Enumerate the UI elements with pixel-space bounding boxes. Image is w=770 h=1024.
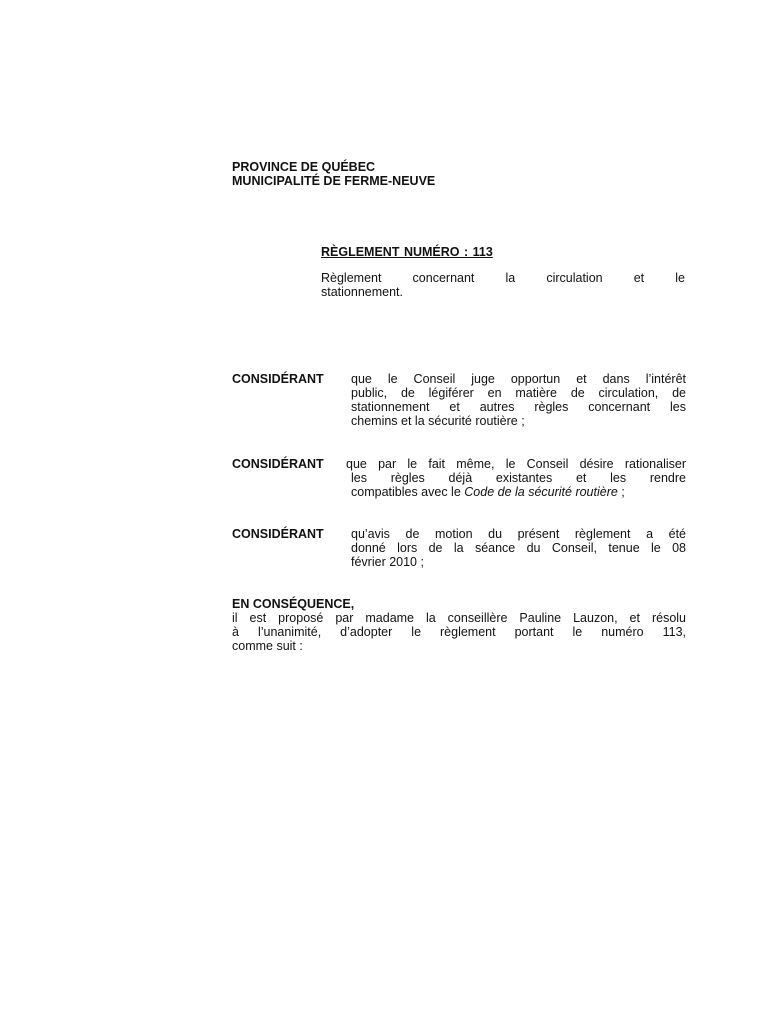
text-line: comme suit : xyxy=(232,639,303,653)
document-header xyxy=(232,160,435,188)
desc-word: concernant xyxy=(412,271,475,285)
considerant-label: CONSIDÉRANT xyxy=(232,372,324,386)
text-segment: ; xyxy=(617,485,625,499)
text-line: chemins et la sécurité routière ; xyxy=(351,414,525,428)
desc-word: Règlement xyxy=(321,271,382,285)
text-line: donné lors de la séance du Conseil, tenue le 08 xyxy=(351,541,686,555)
considerant-label: CONSIDÉRANT xyxy=(232,457,324,471)
province-heading: PROVINCE DE QUÉBEC xyxy=(232,160,376,174)
code-reference: Code de la sécurité routière xyxy=(464,485,618,499)
considerant-text xyxy=(351,372,686,428)
text-line xyxy=(346,485,686,499)
considerant-text xyxy=(346,457,686,499)
desc-word: et xyxy=(633,271,645,285)
text-line: public, de légiférer en matière de circulation, de xyxy=(351,386,686,400)
text-line: il est proposé par madame la conseillère Pauline Lauzon, et résolu xyxy=(232,611,686,625)
municipality-heading: MUNICIPALITÉ DE FERME-NEUVE xyxy=(232,174,436,188)
reglement-block xyxy=(321,245,685,299)
reglement-title: RÈGLEMENT NUMÉRO : 113 xyxy=(321,245,493,259)
text-line: février 2010 ; xyxy=(351,555,424,569)
text-line: stationnement et autres règles concernant les xyxy=(351,400,686,414)
desc-word: circulation xyxy=(546,271,603,285)
text-line: que par le fait même, le Conseil désire rationaliser xyxy=(346,457,686,471)
text-segment: compatibles avec le xyxy=(351,485,465,499)
considerant-text xyxy=(351,527,686,569)
text-line: qu’avis de motion du présent règlement a été xyxy=(351,527,686,541)
consequence-block xyxy=(232,597,686,653)
consequence-title: EN CONSÉQUENCE, xyxy=(232,597,355,611)
desc-word: la xyxy=(505,271,516,285)
considerant-label: CONSIDÉRANT xyxy=(232,527,324,541)
text-line: que le Conseil juge opportun et dans l’intérêt xyxy=(351,372,686,386)
desc-word: le xyxy=(675,271,685,285)
reglement-description-line-1 xyxy=(321,271,685,285)
text-line: à l’unanimité, d’adopter le règlement portant le numéro 113, xyxy=(232,625,686,639)
reglement-description xyxy=(321,271,685,299)
considerant-1 xyxy=(232,372,686,428)
considerant-3 xyxy=(232,527,686,569)
text-line: les règles déjà existantes et les rendre xyxy=(351,471,686,485)
reglement-description-line-2: stationnement. xyxy=(321,285,403,299)
considerant-2 xyxy=(232,457,686,499)
